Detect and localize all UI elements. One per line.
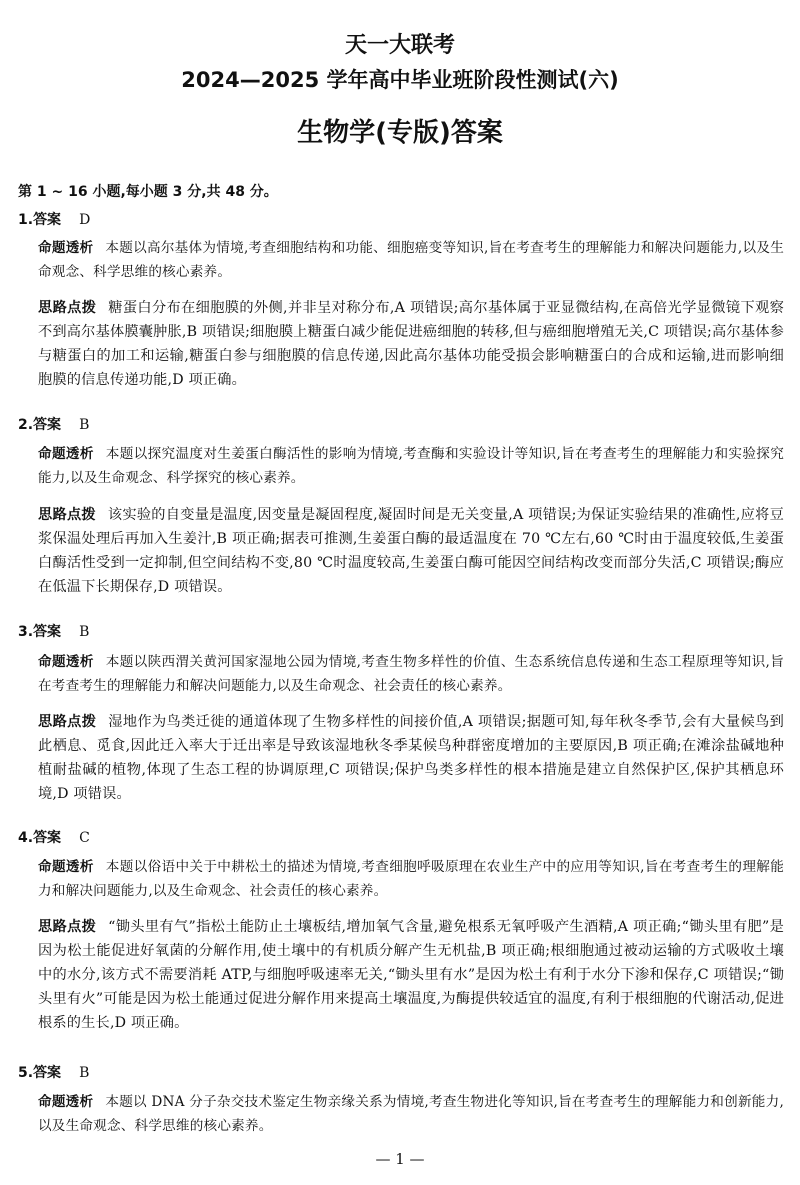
hint-text: 本题以陕西渭关黄河国家湿地公园为情境,考查生物多样性的价值、生态系统信息传递和生态工程原理等知识,旨在考查考生的理解能力和解决问题能力,以及生命观念、社会责任的核心素养。 xyxy=(38,654,784,694)
question-4-hint xyxy=(38,855,784,903)
analysis-label: 思路点拨 xyxy=(38,507,96,523)
question-number: 5. xyxy=(18,1065,34,1081)
hint-label: 命题透析 xyxy=(38,240,94,256)
exam-name-title: 2024—2025 学年高中毕业班阶段性测试(六) xyxy=(181,68,619,92)
question-2-hint xyxy=(38,442,784,490)
scoring-intro: 第 1 ~ 16 小题,每小题 3 分,共 48 分。 xyxy=(18,184,278,200)
hint-text: 本题以 DNA 分子杂交技术鉴定生物亲缘关系为情境,考查生物进化等知识,旨在考查考生的理解能力和创新能力,以及生命观念、科学思维的核心素养。 xyxy=(38,1094,784,1134)
question-number: 1. xyxy=(18,212,34,228)
question-number: 3. xyxy=(18,624,34,640)
analysis-text: “锄头里有气”指松土能防止土壤板结,增加氧气含量,避免根系无氧呼吸产生酒精,A 项正确;“锄头里有肥”是因为松土能促进好氧菌的分解作用,使土壤中的有机质分解产生无机盐,B 项正确;根细胞通过被动运输的方式吸收土壤中的水分,该方式不需要消耗 ATP,与细胞呼吸速率无关,“锄头里有水”是因为松土有利于水分下渗和保存,C 项错误;“锄头里有火”可能是因为松土能通过促进分解作用来提高土壤温度,为酶提供较适宜的温度,有利于根细胞的代谢活动,促进根系的生长,D 项正确。 xyxy=(38,919,784,1031)
question-5-answer-line xyxy=(18,1062,89,1082)
answer-value: B xyxy=(79,624,90,640)
question-number: 2. xyxy=(18,417,34,433)
analysis-text: 湿地作为鸟类迁徙的通道体现了生物多样性的间接价值,A 项错误;据题可知,每年秋冬季节,会有大量候鸟到此栖息、觅食,因此迁入率大于迁出率是导致该湿地秋冬季某候鸟种群密度增加的主要原因,B 项正确;在滩涂盐碱地种植耐盐碱的植物,体现了生态工程的协调原理,C 项错误;保护鸟类多样性的根本措施是建立自然保护区,保护其栖息环境,D 项错误。 xyxy=(38,714,784,802)
answer-label: 答案 xyxy=(33,417,62,433)
question-1-answer-line xyxy=(18,209,90,229)
question-2-answer-line xyxy=(18,414,89,434)
exam-org-title: 天一大联考 xyxy=(344,33,455,58)
answer-value: C xyxy=(79,830,90,846)
question-number: 4. xyxy=(18,830,34,846)
question-4-analysis xyxy=(38,915,784,1035)
analysis-text: 该实验的自变量是温度,因变量是凝固程度,凝固时间是无关变量,A 项错误;为保证实验结果的准确性,应将豆浆保温处理后再加入生姜汁,B 项正确;据表可推测,生姜蛋白酶的最适温度在 70 ℃左右,60 ℃时由于温度较低,生姜蛋白酶活性受到一定抑制,但空间结构不变,80 ℃时温度较高,生姜蛋白酶可能因空间结构改变而部分失活,C 项错误;酶应在低温下长期保存,D 项错误。 xyxy=(38,507,784,595)
answer-label: 答案 xyxy=(33,1065,62,1081)
hint-label: 命题透析 xyxy=(38,654,94,670)
answer-label: 答案 xyxy=(33,830,62,846)
question-2-analysis xyxy=(38,503,784,599)
question-1-hint xyxy=(38,236,784,284)
answer-value: B xyxy=(79,417,90,433)
hint-text: 本题以高尔基体为情境,考查细胞结构和功能、细胞癌变等知识,旨在考查考生的理解能力和解决问题能力,以及生命观念、科学思维的核心素养。 xyxy=(38,240,784,280)
analysis-label: 思路点拨 xyxy=(38,714,97,730)
question-5-hint xyxy=(38,1090,784,1138)
answer-label: 答案 xyxy=(33,212,62,228)
hint-label: 命题透析 xyxy=(38,859,94,875)
question-1-analysis xyxy=(38,296,784,392)
question-4-answer-line xyxy=(18,827,90,847)
page-number: — 1 — xyxy=(375,1150,425,1168)
analysis-text: 糖蛋白分布在细胞膜的外侧,并非呈对称分布,A 项错误;高尔基体属于亚显微结构,在高倍光学显微镜下观察不到高尔基体膜囊肿胀,B 项错误;细胞膜上糖蛋白减少能促进癌细胞的转移,但与癌细胞增殖无关,C 项错误;高尔基体参与糖蛋白的加工和运输,糖蛋白参与细胞膜的信息传递,因此高尔基体功能受损会影响糖蛋白的合成和运输,进而影响细胞膜的信息传递功能,D 项正确。 xyxy=(38,300,784,388)
answer-label: 答案 xyxy=(33,624,62,640)
question-3-analysis xyxy=(38,710,784,806)
page-title: 生物学(专版)答案 xyxy=(297,118,503,148)
hint-text: 本题以探究温度对生姜蛋白酶活性的影响为情境,考查酶和实验设计等知识,旨在考查考生的理解能力和实验探究能力,以及生命观念、科学探究的核心素养。 xyxy=(38,446,784,486)
answer-value: D xyxy=(79,212,91,228)
question-3-hint xyxy=(38,650,784,698)
hint-label: 命题透析 xyxy=(38,446,94,462)
analysis-label: 思路点拨 xyxy=(38,919,97,935)
hint-text: 本题以俗语中关于中耕松土的描述为情境,考查细胞呼吸原理在农业生产中的应用等知识,旨在考查考生的理解能力和解决问题能力,以及生命观念、社会责任的核心素养。 xyxy=(38,859,784,899)
hint-label: 命题透析 xyxy=(38,1094,94,1110)
analysis-label: 思路点拨 xyxy=(38,300,97,316)
answer-value: B xyxy=(79,1065,90,1081)
question-3-answer-line xyxy=(18,621,89,641)
